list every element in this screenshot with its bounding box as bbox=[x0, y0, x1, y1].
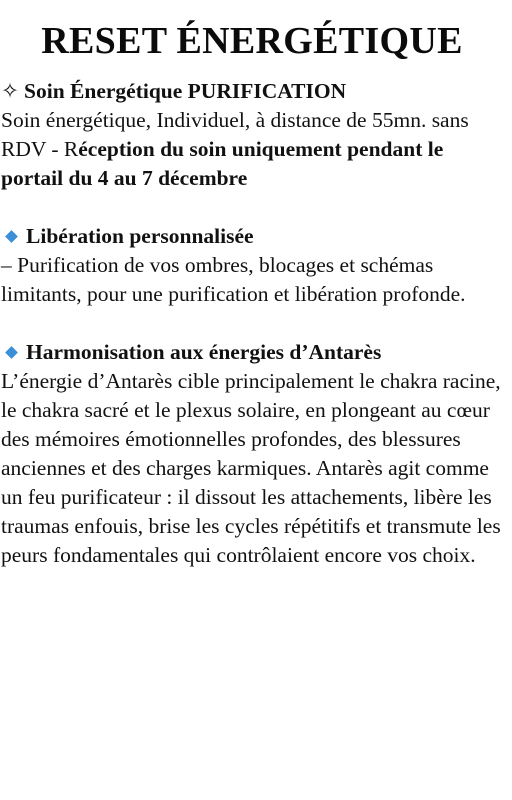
section-description: L’énergie d’Antarès cible principalement le chakra racine, le chakra sacré et le plexus solaire, en plongeant au cœur des mémoires émotionnelles profondes, des blessures anciennes et des charges karmiques. Antarès agit comme un feu purificateur : il dissout les attachements, libère les traumas enfouis, brise les cycles répétitifs et transmute les peurs fondamentales qui contrôlaient encore vos choix. bbox=[1, 369, 501, 567]
page-title: RESET ÉNERGÉTIQUE bbox=[41, 20, 463, 62]
section-description bbox=[1, 106, 507, 193]
spacer bbox=[1, 193, 507, 222]
section-antares bbox=[1, 338, 507, 570]
section-heading bbox=[1, 77, 507, 106]
sparkle-icon: ✧ bbox=[1, 79, 20, 103]
section-liberation bbox=[1, 222, 507, 309]
section-purification bbox=[1, 77, 507, 193]
blue-diamond-icon bbox=[5, 230, 18, 243]
section-heading-label: Soin Énergétique PURIFICATION bbox=[24, 79, 347, 103]
blue-diamond-icon bbox=[5, 346, 18, 359]
section-heading-label: Harmonisation aux énergies d’Antarès bbox=[26, 340, 382, 364]
description-bold: éception du soin uniquement pendant le portail du 4 au 7 décembre bbox=[1, 137, 444, 190]
section-heading-label: Libération personnalisée bbox=[26, 224, 254, 248]
description-regular: Soin énergétique, Individuel, à distance de 55mn. sans RDV - R bbox=[1, 108, 469, 161]
content bbox=[1, 77, 507, 570]
section-heading bbox=[1, 222, 507, 251]
section-description: – Purification de vos ombres, blocages et schémas limitants, pour une purification et libération profonde. bbox=[1, 253, 466, 306]
spacer bbox=[1, 309, 507, 338]
section-heading bbox=[1, 338, 507, 367]
